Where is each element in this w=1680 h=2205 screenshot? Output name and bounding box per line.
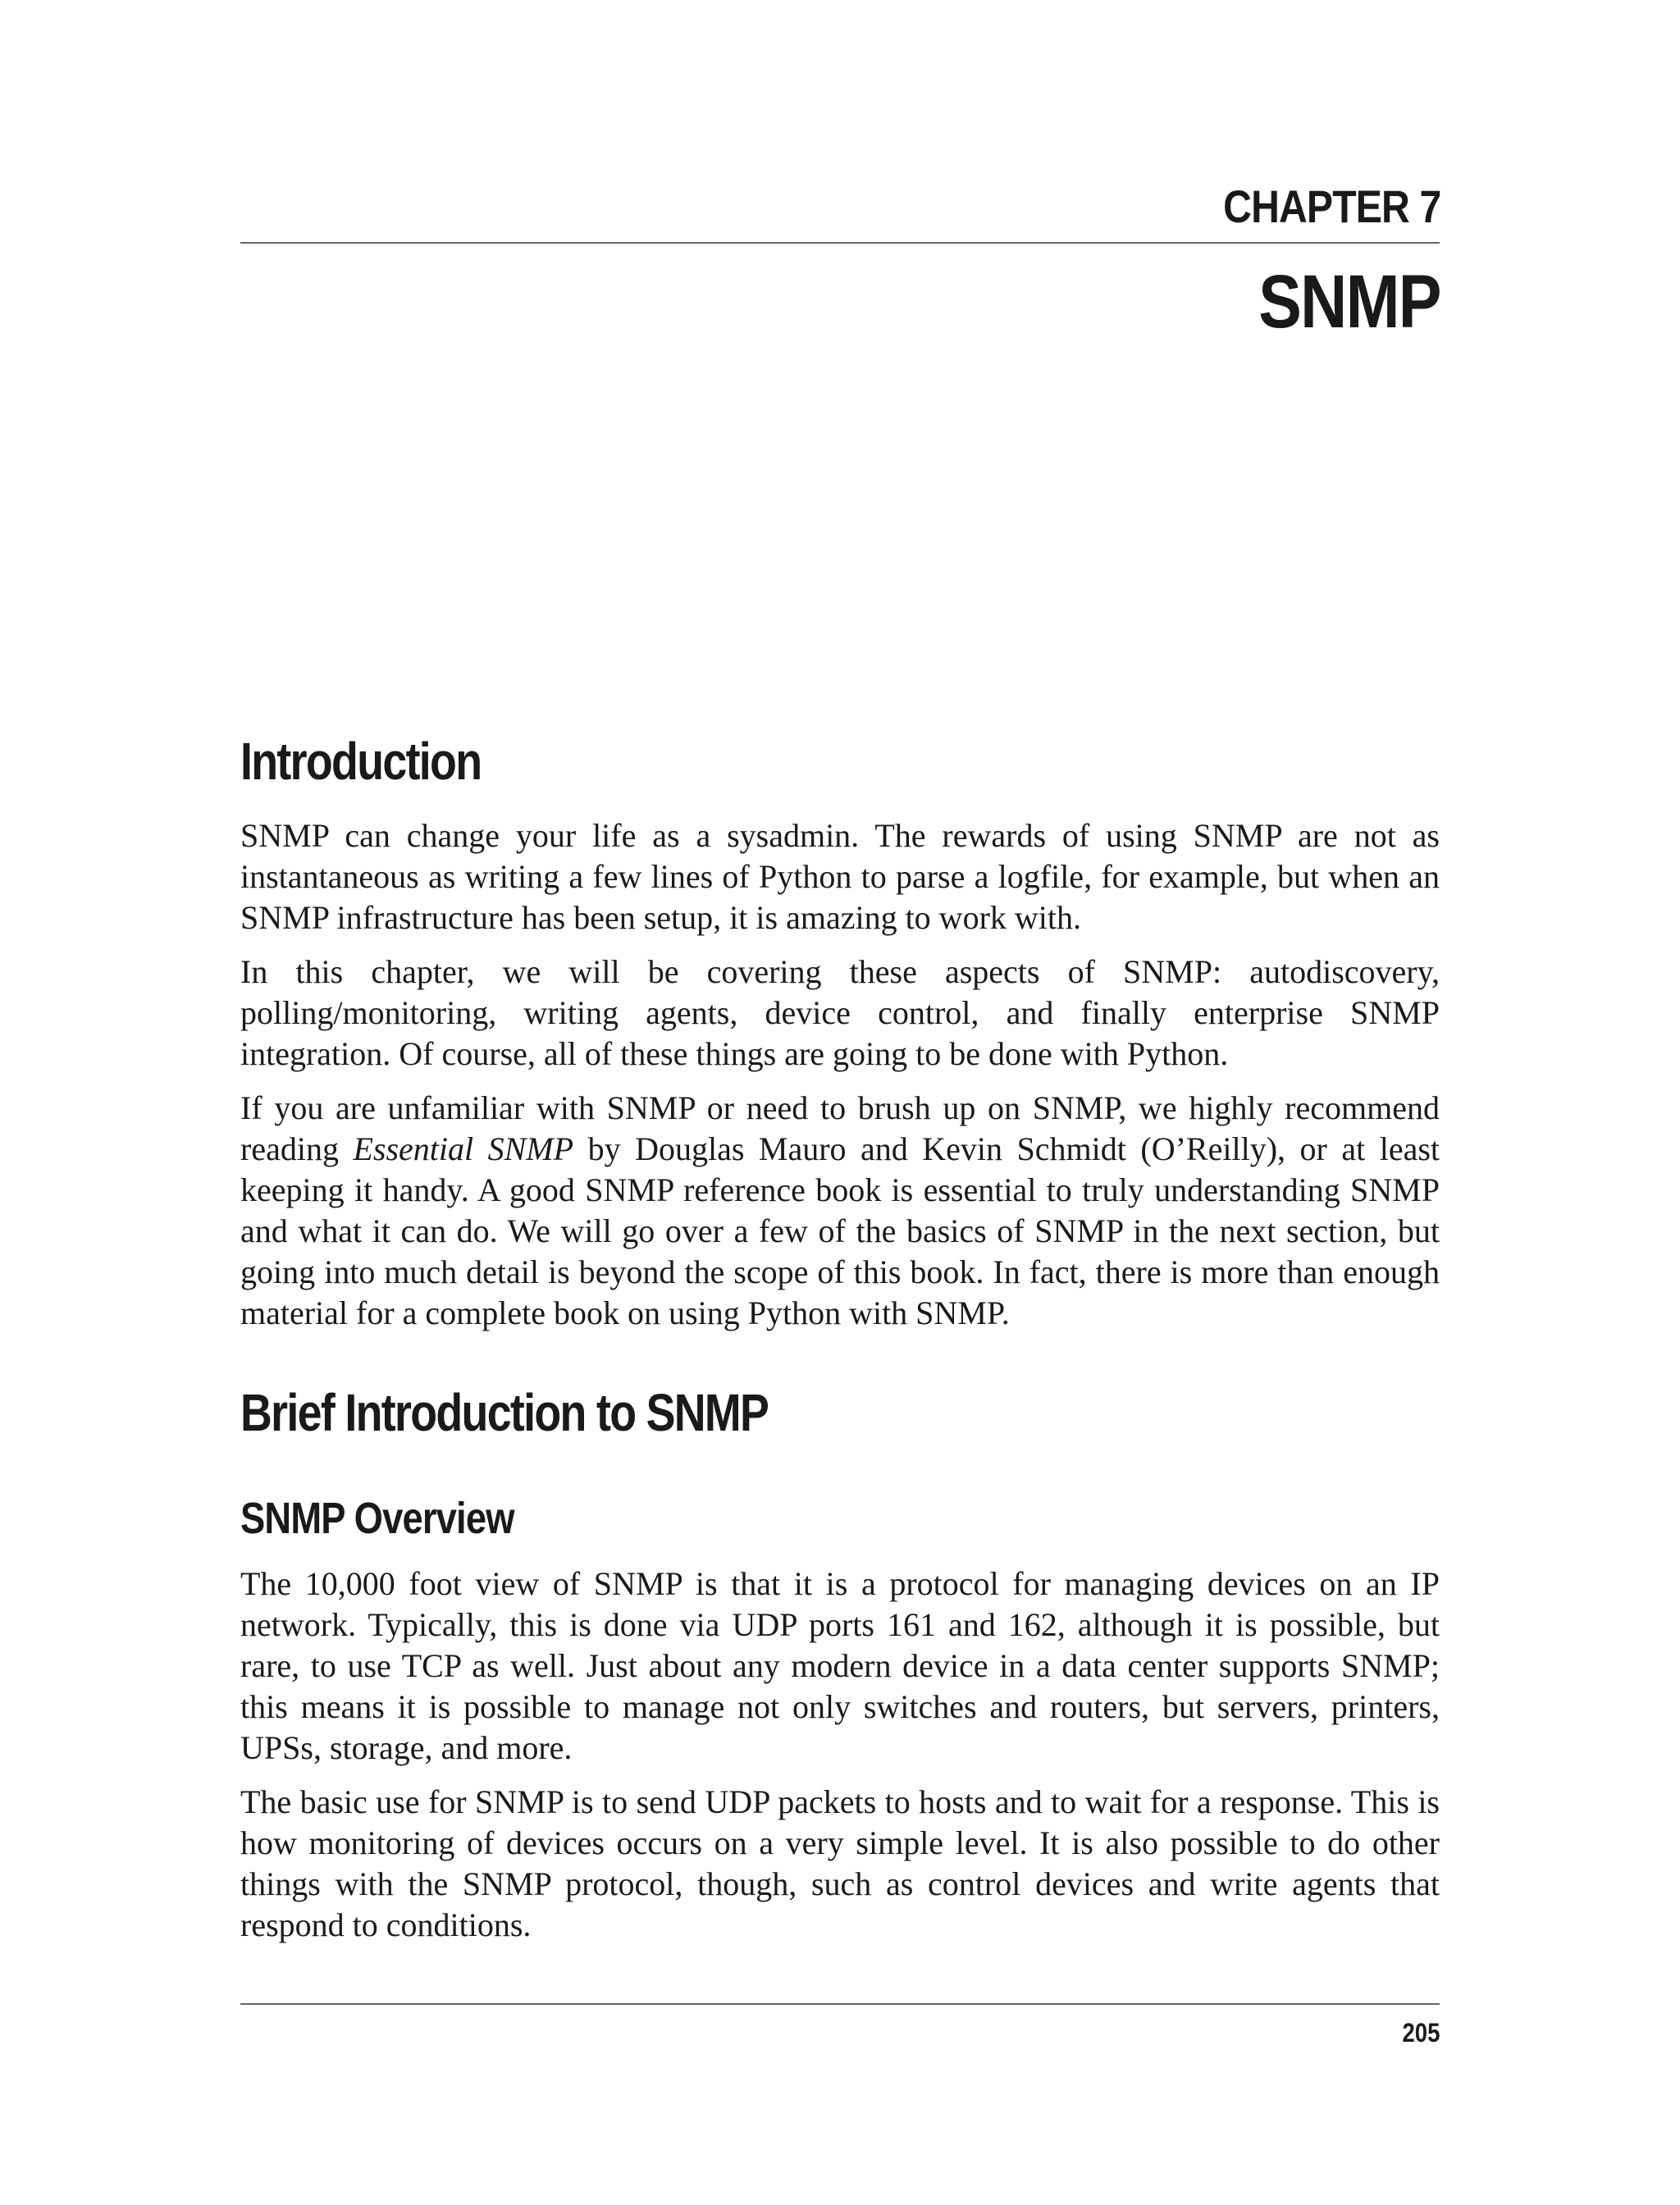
introduction-paragraph-1: SNMP can change your life as a sysadmin. The rewards of using SNMP are not as instantaneous as writing a few lines of Python to parse a logfile, for example, but when an SNMP infrastructure has been setup, it is amazing to work with. bbox=[240, 817, 1440, 936]
footer-divider bbox=[240, 2003, 1440, 2005]
introduction-paragraph-3 bbox=[240, 1088, 1440, 1334]
snmp-overview-heading: SNMP Overview bbox=[240, 1494, 514, 1543]
introduction-paragraph-2: In this chapter, we will be covering these aspects of SNMP: autodiscovery, polling/monitoring, writing agents, device control, and finally enterprise SNMP integration. Of course, all of these things are going to be done with Python. bbox=[240, 953, 1440, 1072]
chapter-divider bbox=[240, 242, 1440, 244]
introduction-heading: Introduction bbox=[240, 732, 482, 791]
paragraph-3-text-end: by Douglas Mauro and Kevin Schmidt (O’Reilly), or at least keeping it handy. A good SNMP reference book is essential to truly understanding SNMP and what it can do. We will go over a few of the basics of SNMP in the next section, but going into much detail is beyond the scope of this book. In fact, there is more than enough material for a complete book on using Python with SNMP. bbox=[240, 1130, 1440, 1331]
book-title-essential-snmp: Essential SNMP bbox=[353, 1130, 574, 1167]
overview-paragraph-1: The 10,000 foot view of SNMP is that it is a protocol for managing devices on an IP network. Typically, this is done via UDP ports 161 and 162, although it is possible, but rare, to use TCP as well. Just about any modern device in a data center supports SNMP; this means it is possible to manage not only switches and routers, but servers, printers, UPSs, storage, and more. bbox=[240, 1565, 1440, 1766]
paragraph-3-text-start: If you are unfamiliar with SNMP or need to brush up on SNMP, we highly recommend reading bbox=[240, 1089, 1440, 1167]
chapter-label: CHAPTER 7 bbox=[1222, 180, 1440, 232]
overview-paragraph-2: The basic use for SNMP is to send UDP packets to hosts and to wait for a response. This is how monitoring of devices occurs on a very simple level. It is also possible to do other things with the SNMP protocol, though, such as control devices and write agents that respond to conditions. bbox=[240, 1783, 1440, 1943]
brief-introduction-heading: Brief Introduction to SNMP bbox=[240, 1383, 769, 1442]
page-body bbox=[240, 732, 1440, 1946]
chapter-title: SNMP bbox=[1258, 260, 1440, 344]
page-number: 205 bbox=[1402, 2018, 1440, 2048]
